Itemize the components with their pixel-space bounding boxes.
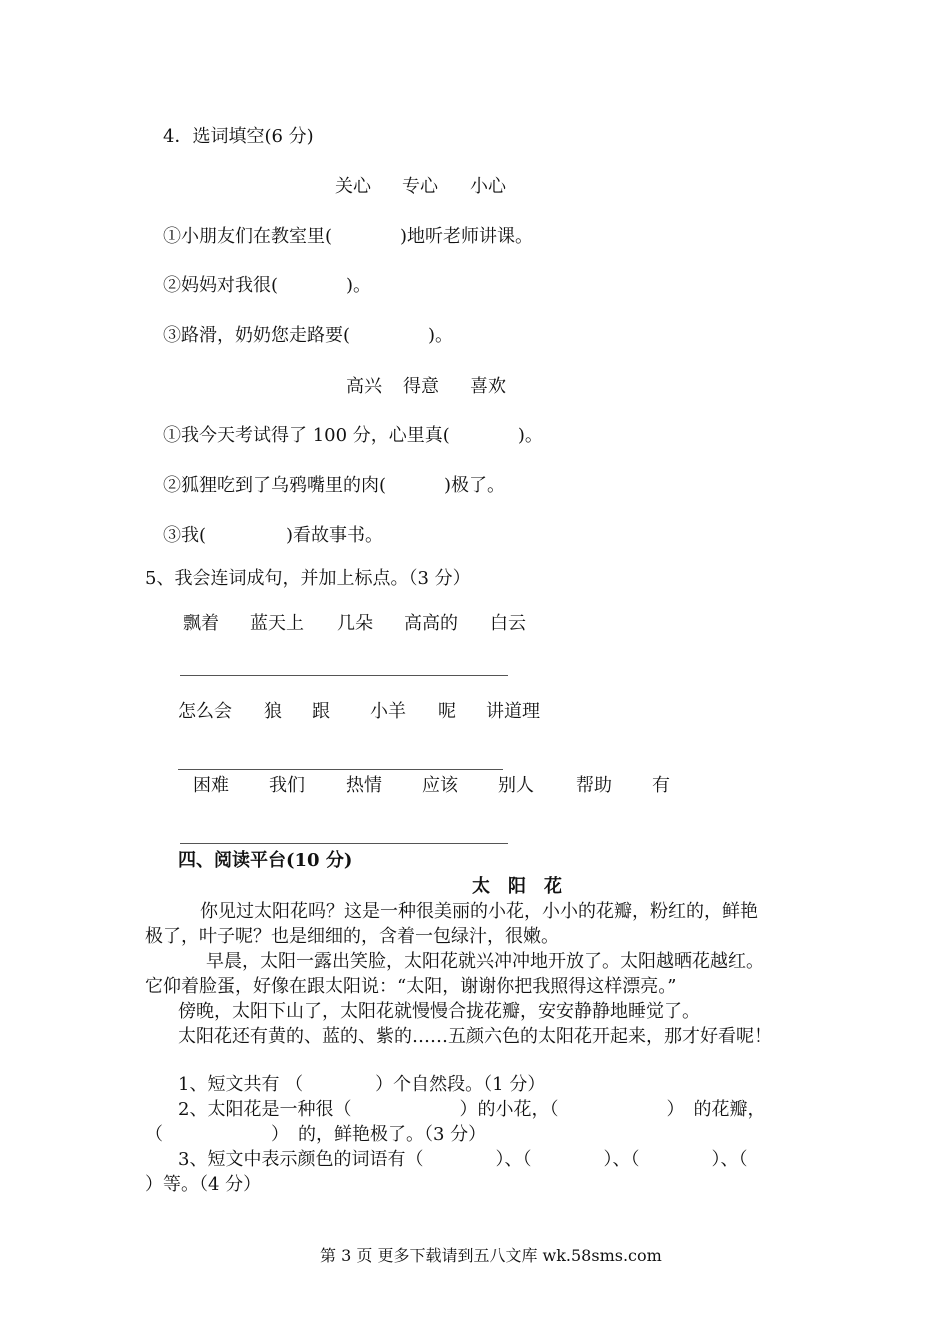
q5-word: 白云 <box>490 613 526 634</box>
q5-word: 飘着 <box>183 613 219 634</box>
q5-word: 高高的 <box>404 613 458 634</box>
q5-word: 帮助 <box>576 775 612 796</box>
item-text-before: 我今天考试得了 100 分，心里真( <box>181 425 450 446</box>
question-line: 2、太阳花是一种很（ ）的小花，（ ） 的花瓣， <box>178 1099 766 1120</box>
q5-word: 应该 <box>422 775 458 796</box>
answer-line[interactable] <box>178 769 503 770</box>
item-number: ③ <box>163 525 181 546</box>
item-number: ① <box>163 226 181 247</box>
q5-word: 呢 <box>438 701 456 722</box>
story-line: 极了，叶子呢？也是细细的，含着一包绿汁，很嫩。 <box>145 926 559 947</box>
q5-word: 跟 <box>312 701 330 722</box>
q4-item <box>163 327 453 345</box>
item-text-after: )极了。 <box>444 475 506 496</box>
q5-word: 几朵 <box>337 613 373 634</box>
word-option: 小心 <box>470 176 506 197</box>
word-option: 专心 <box>402 176 438 197</box>
word-option: 高兴 <box>346 376 382 397</box>
item-text-after: )看故事书。 <box>286 525 384 546</box>
story-line: 你见过太阳花吗？这是一种很美丽的小花，小小的花瓣，粉红的，鲜艳 <box>200 901 758 922</box>
item-text-before: 妈妈对我很( <box>181 275 279 296</box>
item-text-before: 路滑，奶奶您走路要( <box>181 325 351 346</box>
item-text-before: 我( <box>181 525 207 546</box>
q5-word: 困难 <box>193 775 229 796</box>
q5-word: 蓝天上 <box>250 613 304 634</box>
q5-title: 5、我会连词成句，并加上标点。（3 分） <box>145 568 471 589</box>
answer-line[interactable] <box>180 843 508 844</box>
word-option: 喜欢 <box>470 376 506 397</box>
item-number: ② <box>163 475 181 496</box>
story-line: 太阳花还有黄的、蓝的、紫的……五颜六色的太阳花开起来，那才好看呢！ <box>178 1026 772 1047</box>
question-line: ）等。（4 分） <box>145 1174 262 1195</box>
q4-item <box>163 477 505 495</box>
item-text-before: 狐狸吃到了乌鸦嘴里的肉( <box>181 475 387 496</box>
story-title: 太 阳 花 <box>472 876 562 897</box>
q5-word: 我们 <box>269 775 305 796</box>
q4-title: 4．选词填空(6 分) <box>163 126 314 147</box>
item-number: ① <box>163 425 181 446</box>
section-heading: 四、阅读平台(10 分) <box>178 850 353 871</box>
story-line: 傍晚，太阳下山了，太阳花就慢慢合拢花瓣，安安静静地睡觉了。 <box>178 1001 700 1022</box>
q5-word: 别人 <box>498 775 534 796</box>
word-option: 得意 <box>403 376 439 397</box>
q5-word: 热情 <box>346 775 382 796</box>
q5-word: 讲道理 <box>486 701 540 722</box>
item-number: ③ <box>163 325 181 346</box>
page-footer: 第 3 页 更多下载请到五八文库 wk.58sms.com <box>320 1246 662 1265</box>
answer-line[interactable] <box>180 675 508 676</box>
item-text-after: )。 <box>428 325 454 346</box>
q4-item <box>163 427 543 445</box>
story-line: 早晨，太阳一露出笑脸，太阳花就兴冲冲地开放了。太阳越晒花越红。 <box>206 951 764 972</box>
story-line: 它仰着脸蛋，好像在跟太阳说：“太阳，谢谢你把我照得这样漂亮。” <box>145 976 677 997</box>
question-line: 3、短文中表示颜色的词语有（ ）、（ ）、（ ）、（ <box>178 1149 748 1170</box>
item-text-after: )。 <box>517 425 543 446</box>
q5-word: 有 <box>652 775 670 796</box>
item-number: ② <box>163 275 181 296</box>
question-line: （ ） 的，鲜艳极了。（3 分） <box>145 1124 487 1145</box>
item-text-before: 小朋友们在教室里( <box>181 226 333 247</box>
q5-word: 怎么会 <box>178 701 232 722</box>
q4-item <box>163 277 371 295</box>
item-text-after: )。 <box>346 275 372 296</box>
q4-item <box>163 527 383 545</box>
question-line: 1、短文共有 （ ）个自然段。（1 分） <box>178 1074 546 1095</box>
item-text-after: )地听老师讲课。 <box>400 226 534 247</box>
q5-word: 小羊 <box>370 701 406 722</box>
q5-word: 狼 <box>264 701 282 722</box>
q4-item <box>163 228 533 246</box>
word-option: 关心 <box>335 176 371 197</box>
